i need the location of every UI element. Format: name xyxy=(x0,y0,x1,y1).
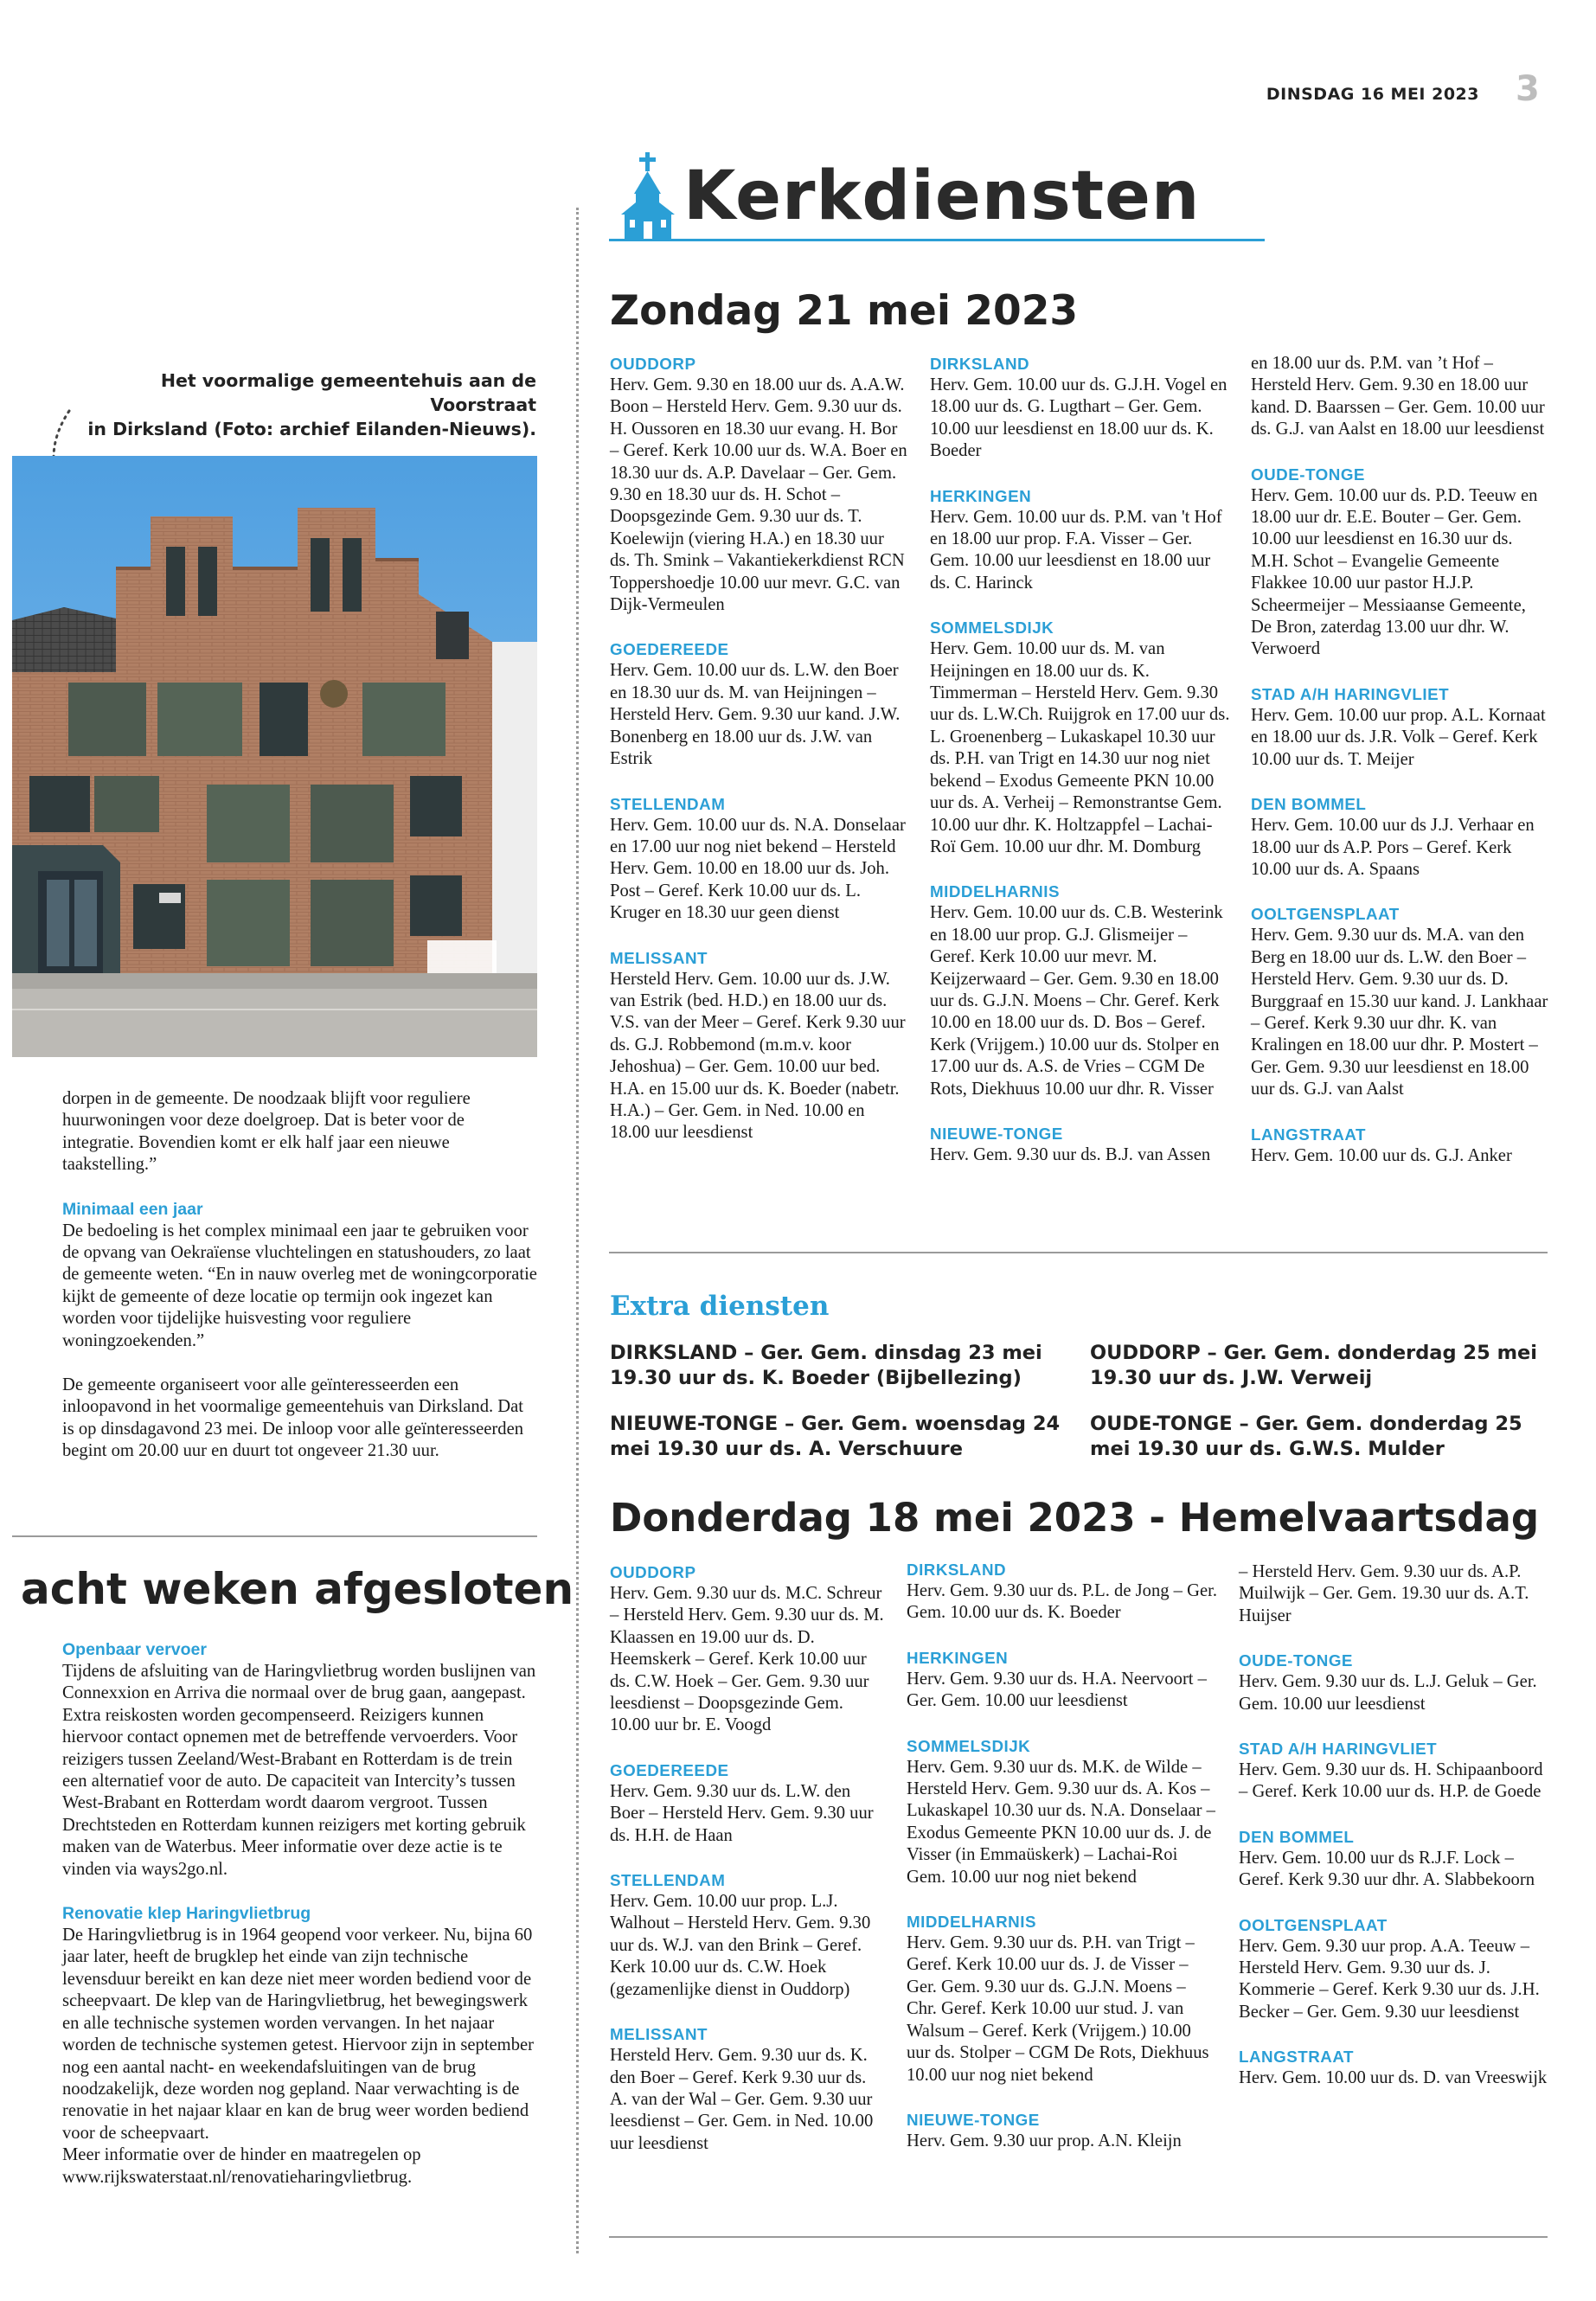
service-entry xyxy=(610,1759,887,1847)
page-date: DINSDAG 16 MEI 2023 xyxy=(1266,85,1479,104)
service-text: Herv. Gem. 10.00 uur prop. L.J. Walhout – Hersteld Herv. Gem. 9.30 uur ds. W.J. van den Brink – Geref. Kerk 10.00 uur ds. C.W. Hoek (gezamenlijke dienst in Ouddorp) xyxy=(610,1892,871,1999)
service-entry xyxy=(610,1561,887,1737)
thursday-column-2 xyxy=(907,1559,1218,2175)
service-text: Herv. Gem. 10.00 uur ds. N.A. Donselaar en 17.00 uur nog niet bekend – Hersteld Herv. Gem. 10.00 en 18.00 uur ds. Joh. Post – Geref. Kerk 10.00 uur ds. L. Kruger en 18.30 uur geen dienst xyxy=(610,815,906,923)
service-entry xyxy=(1239,1738,1550,1804)
place-name: MIDDELHARNIS xyxy=(930,882,1060,901)
service-text: Herv. Gem. 10.00 uur ds. L.W. den Boer en 18.30 uur ds. M. van Heijningen – Hersteld Herv. Gem. 9.30 uur kand. J.W. Bonenberg en 18.00 uur ds. J.W. van Estrik xyxy=(610,661,901,769)
service-entry xyxy=(1239,1914,1550,2024)
service-entry xyxy=(930,617,1233,858)
service-text: Herv. Gem. 9.30 uur ds. B.J. van Assen xyxy=(930,1144,1211,1164)
service-entry xyxy=(610,947,908,1144)
service-entry xyxy=(930,485,1233,595)
place-name: STAD A/H HARINGVLIET xyxy=(1239,1740,1438,1759)
paragraph: Meer informatie over de hinder en maatregelen op www.rijkswaterstaat.nl/renovatieharingvlietbrug. xyxy=(62,2145,421,2187)
place-name: MIDDELHARNIS xyxy=(907,1913,1036,1932)
article-body-2 xyxy=(62,1639,538,2189)
section-title-rule xyxy=(609,239,1265,241)
town-hall-photo xyxy=(12,456,537,1057)
subheading: Renovatie klep Haringvlietbrug xyxy=(62,1904,311,1924)
thursday-column-1 xyxy=(610,1561,887,2177)
divider xyxy=(12,1535,537,1537)
place-name: OOLTGENSPLAAT xyxy=(1251,905,1400,924)
service-entry xyxy=(610,793,908,925)
service-text: – Hersteld Herv. Gem. 9.30 uur ds. A.P. Muilwijk – Ger. Gem. 19.30 uur ds. A.T. Huijser xyxy=(1239,1562,1529,1625)
thursday-column-3 xyxy=(1239,1561,1550,2112)
sunday-column-1 xyxy=(610,353,908,1167)
service-entry xyxy=(907,1559,1218,1625)
place-name: DEN BOMMEL xyxy=(1251,795,1367,814)
place-name: LANGSTRAAT xyxy=(1251,1125,1366,1144)
place-name: GOEDEREEDE xyxy=(610,640,729,659)
place-name: SOMMELSDIJK xyxy=(930,619,1054,638)
extra-services-title: Extra diensten xyxy=(610,1291,830,1322)
caption-line: in Dirksland (Foto: archief Eilanden-Nieuws). xyxy=(87,419,536,439)
service-entry-continued xyxy=(1251,353,1549,441)
service-entry xyxy=(1251,903,1549,1100)
place-name: NIEUWE-TONGE xyxy=(930,1124,1063,1143)
service-entry xyxy=(1239,1826,1550,1892)
paragraph: Tijdens de afsluiting van de Haringvlietbrug worden buslijnen van Connexxion en Arriva die normaal over de brug gaan, aangepast. Extra reiskosten worden gecompenseerd. Reizigers kunnen hiervoor contact opnemen met de betreffende vervoerders. Voor reizigers tussen Zeeland/West-Brabant en Rotterdam is de trein een alternatief voor de auto. De capaciteit van Intercity’s tussen West-Brabant en Rotterdam wordt daarom vergroot. Tussen Drechtsteden en Rotterdam kunnen reizigers met korting gebruik maken van de Waterbus. Meer informatie over deze actie is te vinden via ways2go.nl. xyxy=(62,1662,536,1879)
service-text: Herv. Gem. 10.00 uur ds. D. van Vreeswijk xyxy=(1239,2068,1548,2088)
service-text: Herv. Gem. 10.00 uur ds. C.B. Westerink en 18.00 uur prop. G.J. Glismeijer – Geref. Kerk 10.00 uur mevr. M. Keijzerwaard – Ger. Gem. 9.30 en 18.00 uur ds. G.J.N. Moens – Chr. Geref. Kerk 10.00 en 18.00 uur ds. D. Bos – Geref. Kerk (Vrijgem.) 10.00 uur ds. Stolper en 17.00 uur ds. A.S. de Vries – CGM De Rots, Diekhuus 10.00 uur dhr. R. Visser xyxy=(930,903,1223,1099)
place-name: STELLENDAM xyxy=(610,1871,726,1890)
service-entry xyxy=(1251,464,1549,661)
place-name: DIRKSLAND xyxy=(930,355,1030,373)
page-number: 3 xyxy=(1516,69,1540,109)
service-text: Herv. Gem. 9.30 uur ds. P.H. van Trigt – Geref. Kerk 10.00 uur ds. J. de Visser – Ger. Gem. 9.30 uur ds. G.J.N. Moens – Chr. Geref. Kerk 10.00 uur stud. J. van Walsum – Geref. Kerk (Vrijgem.) 10.00 uur ds. Stolper – CGM De Rots, Diekhuus 10.00 uur nog niet bekend xyxy=(907,1933,1209,2085)
place-name: SOMMELSDIJK xyxy=(907,1736,1031,1755)
extra-service-item: NIEUWE-TONGE – Ger. Gem. woensdag 24 mei 19.30 uur ds. A. Verschuure xyxy=(610,1413,1061,1460)
place-name: STAD A/H HARINGVLIET xyxy=(1251,684,1450,703)
service-entry xyxy=(1251,1124,1549,1167)
service-entry xyxy=(907,1911,1218,2086)
service-entry xyxy=(610,2023,887,2155)
service-text: Herv. Gem. 9.30 uur prop. A.N. Kleijn xyxy=(907,2131,1182,2150)
service-text: Herv. Gem. 9.30 uur ds. L.J. Geluk – Ger. Gem. 10.00 uur leesdienst xyxy=(1239,1672,1537,1714)
place-name: MELISSANT xyxy=(610,2025,708,2044)
paragraph: De Haringvlietbrug is in 1964 geopend voor verkeer. Nu, bijna 60 jaar later, heeft de brugklep het einde van zijn technische levensduur bereikt en kan deze niet meer worden bediend voor de scheepvaart. De klep van de Haringvlietbrug, het bewegingswerk en alle technische systemen worden vervangen. In het najaar worden de technische systemen getest. Hiervoor zijn in september nog een aantal nacht- en weekendafsluitingen van de brug noodzakelijk, deze worden nog gepland. Naar verwachting is de renovatie in het najaar klaar en kan de brug weer worden bediend voor de scheepvaart. xyxy=(62,1926,534,2143)
place-name: OUDDORP xyxy=(610,355,696,373)
subheading: Minimaal een jaar xyxy=(62,1199,203,1219)
place-name: GOEDEREEDE xyxy=(610,1760,729,1779)
place-name: DEN BOMMEL xyxy=(1239,1827,1355,1846)
service-text: Hersteld Herv. Gem. 9.30 uur ds. K. den Boer – Geref. Kerk 9.30 uur ds. A. van der Wal – Ger. Gem. 9.30 uur leesdienst – Ger. Gem. in Ned. 10.00 uur leesdienst xyxy=(610,2046,874,2153)
place-name: STELLENDAM xyxy=(610,794,726,813)
service-entry xyxy=(1251,793,1549,881)
service-entry xyxy=(930,353,1233,463)
service-entry xyxy=(610,638,908,770)
service-text: Herv. Gem. 10.00 uur ds J.J. Verhaar en 18.00 uur ds A.P. Pors – Geref. Kerk 10.00 uur ds. A. Spaans xyxy=(1251,816,1535,879)
paragraph: De bedoeling is het complex minimaal een jaar te gebruiken voor de opvang van Oekraïense vluchtelingen en statushouders, zo laat de gemeente weten. “En in nauw overleg met de woningcorporatie kijkt de gemeente of deze locatie op termijn ook ingezet kan worden voor tijdelijke huisvesting voor reguliere woningzoekenden.” xyxy=(62,1221,537,1350)
service-text: Herv. Gem. 10.00 uur prop. A.L. Kornaat en 18.00 uur ds. J.R. Volk – Geref. Kerk 10.00 uur ds. T. Meijer xyxy=(1251,705,1546,769)
place-name: OOLTGENSPLAAT xyxy=(1239,1915,1388,1934)
service-text: Herv. Gem. 10.00 uur ds R.J.F. Lock – Geref. Kerk 9.30 uur dhr. A. Slabbekoorn xyxy=(1239,1848,1535,1890)
service-entry xyxy=(907,1735,1218,1888)
service-entry xyxy=(610,1869,887,2001)
service-text: Herv. Gem. 10.00 uur ds. P.M. van 't Hof en 18.00 uur prop. F.A. Visser – Ger. Gem. 10.00 uur leesdienst en 18.00 uur ds. C. Harinck xyxy=(930,507,1222,593)
church-icon xyxy=(621,152,675,239)
service-text: Herv. Gem. 10.00 uur ds. P.D. Teeuw en 18.00 uur dr. E.E. Bouter – Ger. Gem. 10.00 uur leesdienst en 16.30 uur ds. M.H. Schot – Evangelie Gemeente Flakkee 10.00 uur pastor H.J.P. Scheermeijer – Messiaanse Gemeente, De Bron, zaterdag 13.00 uur dhr. W. Verwoerd xyxy=(1251,485,1538,659)
divider xyxy=(609,1252,1548,1253)
sunday-column-2 xyxy=(930,353,1233,1189)
service-text: Herv. Gem. 10.00 uur ds. G.J.H. Vogel en 18.00 uur ds. G. Lugthart – Ger. Gem. 10.00 uur leesdienst en 18.00 uur ds. K. Boeder xyxy=(930,375,1227,461)
column-divider xyxy=(576,208,579,2253)
caption-line: Het voormalige gemeentehuis aan de Voorstraat xyxy=(160,370,536,415)
service-entry xyxy=(610,353,908,616)
service-entry-continued xyxy=(1239,1561,1550,1627)
service-entry xyxy=(930,1123,1233,1166)
article-headline: acht weken afgesloten xyxy=(21,1564,574,1614)
sunday-column-3 xyxy=(1251,353,1549,1189)
place-name: DIRKSLAND xyxy=(907,1561,1007,1579)
service-entry xyxy=(1239,2046,1550,2089)
place-name: LANGSTRAAT xyxy=(1239,2048,1354,2067)
service-text: Herv. Gem. 9.30 uur ds. M.A. van den Berg en 18.00 uur ds. L.W. den Boer – Hersteld Herv. Gem. 9.30 uur ds. D. Burggraaf en 15.30 uur kand. J. Lankhaar – Geref. Kerk 9.30 uur dhr. K. van Kralingen en 18.00 uur dhr. P. Mostert – Ger. Gem. 9.30 uur leesdienst en 18.00 uur ds. G.J. van Aalst xyxy=(1251,926,1548,1099)
paragraph: De gemeente organiseert voor alle geïnteresseerden een inloopavond in het voormalige gemeentehuis van Dirksland. Dat is op dinsdagavond 23 mei. De inloop voor alle geïnteresseerden begint om 20.00 uur en duurt tot ongeveer 21.30 uur. xyxy=(62,1375,524,1461)
extra-service-item: DIRKSLAND – Ger. Gem. dinsdag 23 mei 19.30 uur ds. K. Boeder (Bijbellezing) xyxy=(610,1342,1042,1389)
service-entry xyxy=(930,881,1233,1100)
service-text: Herv. Gem. 9.30 uur ds. H. Schipaanboord – Geref. Kerk 10.00 uur ds. H.P. de Goede xyxy=(1239,1760,1543,1802)
place-name: OUDE-TONGE xyxy=(1251,465,1365,484)
place-name: MELISSANT xyxy=(610,948,708,967)
paragraph: dorpen in de gemeente. De noodzaak blijft voor reguliere huurwoningen voor deze doelgroep. Dat is beter voor de integratie. Bovendien komt er elk half jaar een nieuwe taakstelling.” xyxy=(62,1089,471,1175)
service-text: Herv. Gem. 9.30 uur ds. P.L. de Jong – Ger. Gem. 10.00 uur ds. K. Boeder xyxy=(907,1581,1218,1623)
service-text: Hersteld Herv. Gem. 10.00 uur ds. J.W. van Estrik (bed. H.D.) en 18.00 uur ds. V.S. van der Meer – Geref. Kerk 9.30 uur ds. G.J. Robbemond (m.m.v. koor Jehoshua) – Ger. Gem. 10.00 uur bed. H.A. en 15.00 uur ds. K. Boeder (nabetr. H.A.) – Ger. Gem. in Ned. 10.00 en 18.00 uur leesdienst xyxy=(610,969,906,1143)
service-text: Herv. Gem. 9.30 uur ds. M.C. Schreur – Hersteld Herv. Gem. 9.30 uur ds. M. Klaassen en 19.00 uur ds. D. Heemskerk – Geref. Kerk 10.00 uur ds. C.W. Hoek – Ger. Gem. 9.30 uur leesdienst – Doopsgezinde Gem. 10.00 uur br. E. Voogd xyxy=(610,1584,884,1735)
service-text: Herv. Gem. 9.30 uur ds. L.W. den Boer – Hersteld Herv. Gem. 9.30 uur ds. H.H. de Haan xyxy=(610,1781,874,1845)
service-text: Herv. Gem. 10.00 uur ds. M. van Heijningen en 18.00 uur ds. K. Timmerman – Hersteld Herv. Gem. 9.30 uur ds. L.W.Ch. Ruijgrok en 17.00 uur ds. L. Groenenberg – Lukaskapel 10.30 uur ds. P.H. van Trigt en 14.30 uur nog niet bekend – Exodus Gemeente PKN 10.00 uur ds. A. Verheij – Remonstrantse Gem. 10.00 uur dhr. K. Holtzappfel – Lachai-Roï Gem. 10.00 uur dhr. M. Domburg xyxy=(930,639,1230,856)
service-entry xyxy=(907,1647,1218,1713)
service-text: Herv. Gem. 10.00 uur ds. G.J. Anker xyxy=(1251,1145,1512,1165)
article-body-1 xyxy=(62,1088,538,1463)
service-text: Herv. Gem. 9.30 uur ds. H.A. Neervoort – Ger. Gem. 10.00 uur leesdienst xyxy=(907,1669,1207,1711)
place-name: NIEUWE-TONGE xyxy=(907,2110,1040,2129)
photo-caption xyxy=(52,369,536,441)
sunday-heading: Zondag 21 mei 2023 xyxy=(610,287,1079,335)
place-name: OUDE-TONGE xyxy=(1239,1651,1353,1670)
service-entry xyxy=(907,2109,1218,2152)
thursday-heading: Donderdag 18 mei 2023 - Hemelvaartsdag xyxy=(610,1495,1540,1541)
service-entry xyxy=(1239,1650,1550,1715)
extra-service-item: OUDE-TONGE – Ger. Gem. donderdag 25 mei 19.30 uur ds. G.W.S. Mulder xyxy=(1090,1413,1522,1460)
service-text: en 18.00 uur ds. P.M. van ’t Hof – Hersteld Herv. Gem. 9.30 en 18.00 uur kand. D. Baarssen – Ger. Gem. 10.00 uur ds. G.J. van Aalst en 18.00 uur leesdienst xyxy=(1251,354,1545,439)
subheading: Openbaar vervoer xyxy=(62,1640,207,1659)
service-text: Herv. Gem. 9.30 uur ds. M.K. de Wilde – Hersteld Herv. Gem. 9.30 uur ds. A. Kos – Lukaskapel 10.30 uur ds. N.A. Donselaar – Exodus Gemeente PKN 10.00 uur ds. J. de Visser (in Emmaüskerk) – Lachai-Roi Gem. 10.00 uur nog niet bekend xyxy=(907,1757,1215,1887)
place-name: HERKINGEN xyxy=(907,1648,1009,1667)
service-text: Herv. Gem. 9.30 uur prop. A.A. Teeuw – Hersteld Herv. Gem. 9.30 uur ds. J. Kommerie – Geref. Kerk 9.30 uur ds. J.H. Becker – Ger. Gem. 9.30 uur leesdienst xyxy=(1239,1936,1540,2022)
place-name: HERKINGEN xyxy=(930,486,1032,505)
divider xyxy=(609,2236,1548,2238)
service-text: Herv. Gem. 9.30 en 18.00 uur ds. A.A.W. Boon – Hersteld Herv. Gem. 9.30 uur ds. H. Oussoren en 18.30 uur evang. H. Bor – Geref. Kerk 10.00 uur ds. W.A. Boer en 18.30 uur ds. A.P. Davelaar – Ger. Gem. 9.30 en 18.30 uur ds. H. Schot – Doopsgezinde Gem. 9.30 uur ds. T. Koelewijn (viering H.A.) en 18.30 uur ds. Th. Smink – Vakantiekerkdienst RCN Toppershoedje 10.00 uur mevr. G.C. van Dijk-Vermeulen xyxy=(610,375,907,615)
section-title: Kerkdiensten xyxy=(683,157,1201,235)
extra-service-item: OUDDORP – Ger. Gem. donderdag 25 mei 19.30 uur ds. J.W. Verweij xyxy=(1090,1342,1537,1389)
place-name: OUDDORP xyxy=(610,1563,696,1581)
service-entry xyxy=(1251,683,1549,771)
